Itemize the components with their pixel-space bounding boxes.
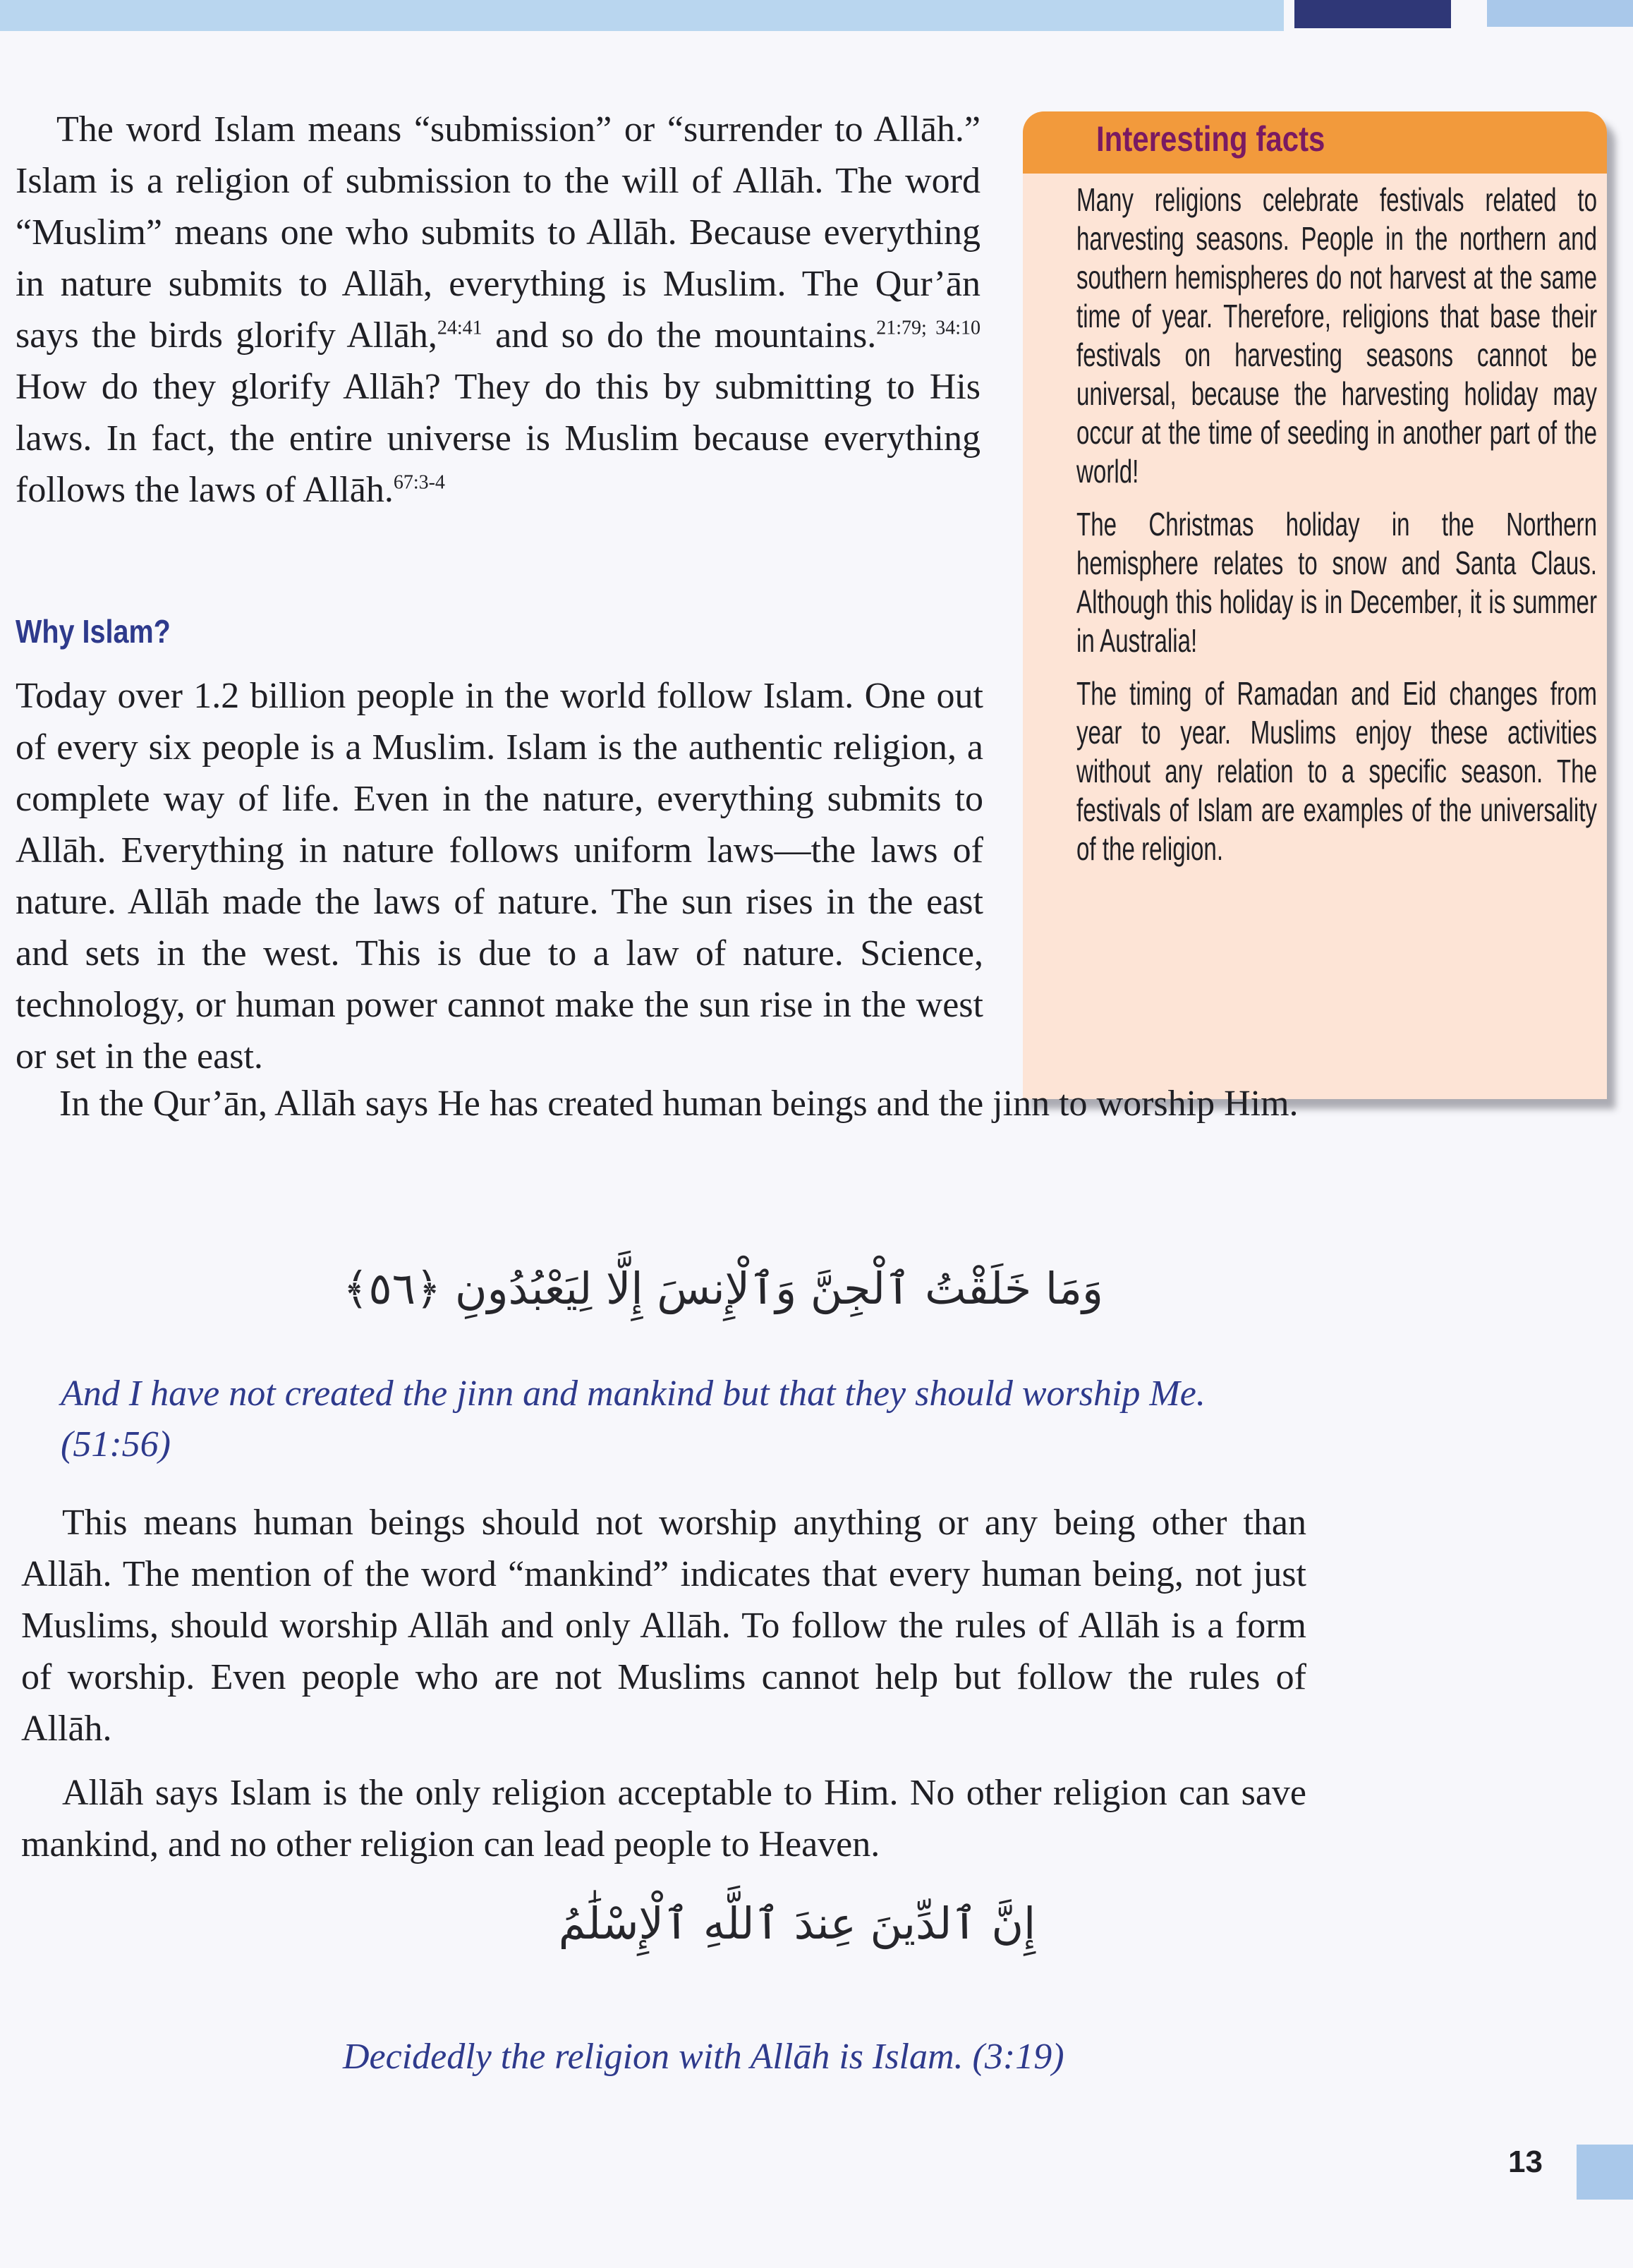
only-religion-paragraph: Allāh says Islam is the only religion acceptable to Him. No other religion can save mankind, and no other religion can lead people to Heaven. [21, 1773, 1306, 1864]
reference-21-79: 21:79; 34:10 [876, 317, 981, 339]
ayah-3-19-translation: Decidedly the religion with Allāh is Islam. (3:19) [343, 2037, 1064, 2077]
fact-item: Many religions celebrate festivals related to harvesting seasons. People in the northern and southern hemispheres do not harvest at the same time of year. Therefore, religions that base their festivals on harvesting seasons cannot be universal, because the harvesting holiday may occur at the time of seeding in another part of the world! [1076, 181, 1597, 490]
top-band-right [1487, 0, 1633, 27]
why-islam-heading: Why Islam? [16, 613, 171, 650]
why-islam-paragraph: Today over 1.2 billion people in the world follow Islam. One out of every six people is a Muslim. Islam is the authentic religion, a complete way of life. Even in the nature, everything submits to Allāh. Everything in nature follows uniform laws—the laws of nature. Allāh made the laws of nature. The sun rises in the east and sets in the west. This is due to a law of nature. Science, technology, or human power cannot make the sun rise in the west or set in the east. [16, 676, 983, 1077]
reference-24-41: 24:41 [437, 317, 482, 339]
top-band-accent [1294, 0, 1451, 28]
interesting-facts-body [1076, 181, 1597, 883]
ayah-3-19-arabic: إِنَّ ٱلدِّينَ عِندَ ٱللَّهِ ٱلْإِسْلَٰمُ [558, 1898, 1036, 1949]
page-tab [1577, 2145, 1633, 2200]
fact-item: The Christmas holiday in the Northern hemisphere relates to snow and Santa Claus. Although this holiday is in December, it is summer in Australia! [1076, 506, 1597, 659]
intro-paragraph: The word Islam means “submission” or “surrender to Allāh.” Islam is a religion of submission to the will of Allāh. The word “Muslim” means one who submits to Allāh. Because everything in nature submits to Allāh, everything is Muslim. The Qur’ān says the birds glorify Allāh,$^{24:41}$ and so do the mountains.$^{21:79; 34:10}$ How do they glorify Allāh? They do this by submitting to His laws. In fact, the entire universe is Muslim because everything follows the laws of Allāh.$^{67:3-4}$ [16, 109, 981, 510]
reference-67-3: 67:3-4 [393, 471, 445, 494]
page-number: 13 [1508, 2145, 1543, 2179]
worship-paragraph: In the Qur’ān, Allāh says He has created human beings and the jinn to worship Him. [59, 1084, 1299, 1124]
ayah-51-56-arabic: وَمَا خَلَقْتُ ٱلْجِنَّ وَٱلْإِنسَ إِلَّا لِيَعْبُدُونِ ﴿٥٦﴾ [343, 1263, 1103, 1314]
interesting-facts-box [1023, 111, 1607, 1099]
fact-item: The timing of Ramadan and Eid changes from year to year. Muslims enjoy these activities without any relation to a specific season. The festivals of Islam are examples of the universality of the religion. [1076, 675, 1597, 867]
interesting-facts-title: Interesting facts [1096, 119, 1325, 159]
ayah-51-56-translation: And I have not created the jinn and mankind but that they should worship Me. (51:56) [61, 1373, 1206, 1465]
top-band [0, 0, 1284, 31]
worship-explanation: This means human beings should not worship anything or any being other than Allāh. The mention of the word “mankind” indicates that every human being, not just Muslims, should worship Allāh and only Allāh. To follow the rules of Allāh is a form of worship. Even people who are not Muslims cannot help but follow the rules of Allāh. [21, 1503, 1306, 1749]
